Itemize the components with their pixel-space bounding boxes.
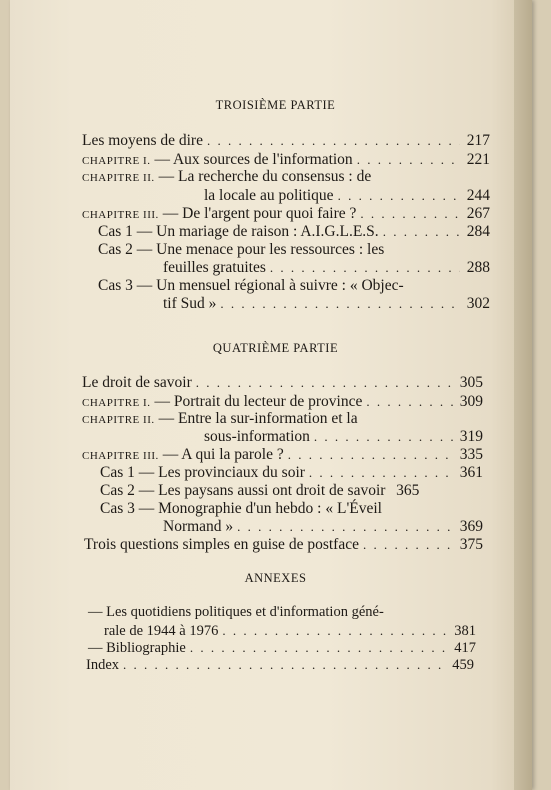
- toc-entry: sous-information . . . 319: [204, 428, 483, 445]
- leader-dots: [314, 428, 453, 445]
- leader-dots: [207, 132, 460, 149]
- toc-entry: la locale au politique . . . 244: [204, 187, 490, 204]
- toc-entry: Le droit de savoir . . . 305: [82, 374, 483, 391]
- leader-dots: [366, 393, 453, 410]
- toc-entry: CHAPITRE III. — De l'argent pour quoi faire ? . . . 267: [82, 205, 490, 224]
- leader-dots: [123, 656, 444, 673]
- toc-entry: Cas 1 — Un mariage de raison : A.I.G.L.E.S. . . . 284: [98, 223, 490, 240]
- toc-entry: Cas 3 — Un mensuel régional à suivre : « Objec-: [98, 277, 404, 294]
- toc-entry: Cas 1 — Les provinciaux du soir . . . 361: [100, 464, 483, 481]
- toc-entry: Normand » . . . 369: [163, 518, 483, 535]
- leader-dots: [357, 151, 460, 168]
- leader-dots: [383, 223, 460, 240]
- toc-entry: tif Sud » . . . 302: [163, 295, 490, 312]
- toc-entry: feuilles gratuites . . . 288: [163, 259, 490, 276]
- leader-dots: [196, 374, 453, 391]
- section-title-troisieme: TROISIÈME PARTIE: [215, 98, 336, 112]
- toc-entry: CHAPITRE III. — A qui la parole ? . . . 335: [82, 446, 483, 465]
- leader-dots: [237, 518, 453, 535]
- leader-dots: [363, 536, 453, 553]
- section-title-annexes: ANNEXES: [244, 571, 307, 585]
- leader-dots: [222, 622, 446, 639]
- toc-entry: Trois questions simples en guise de postface . . . 375: [84, 536, 483, 553]
- leader-dots: [338, 187, 460, 204]
- toc-entry: CHAPITRE II. — La recherche du consensus : de: [82, 168, 372, 185]
- leader-dots: [190, 639, 446, 656]
- leader-dots: [309, 464, 453, 481]
- section-title-quatrieme: QUATRIÈME PARTIE: [212, 341, 339, 355]
- toc-entry: — Les quotidiens politiques et d'information géné-: [88, 604, 384, 620]
- toc-entry: Cas 2 — Une menace pour les ressources : les: [98, 241, 385, 258]
- toc-entry: Index . . . 459: [86, 656, 474, 674]
- toc-entry: Les moyens de dire . . . 217: [82, 132, 490, 149]
- toc-entry: Cas 2 — Les paysans aussi ont droit de savoir 365: [100, 482, 420, 499]
- toc-entry: — Bibliographie . . . 417: [88, 639, 476, 657]
- toc-entry: CHAPITRE II. — Entre la sur-information et la: [82, 410, 358, 427]
- leader-dots: [360, 205, 460, 222]
- toc-entry: rale de 1944 à 1976 . . . 381: [104, 622, 476, 640]
- leader-dots: [220, 295, 460, 312]
- toc-entry: CHAPITRE I. — Aux sources de l'information . . . 221: [82, 151, 490, 170]
- toc-entry: Cas 3 — Monographie d'un hebdo : « L'Éveil: [100, 500, 382, 517]
- toc-entry: CHAPITRE I. — Portrait du lecteur de province . . . 309: [82, 393, 483, 412]
- leader-dots: [270, 259, 460, 276]
- page-edge: [514, 0, 532, 790]
- leader-dots: [288, 446, 453, 463]
